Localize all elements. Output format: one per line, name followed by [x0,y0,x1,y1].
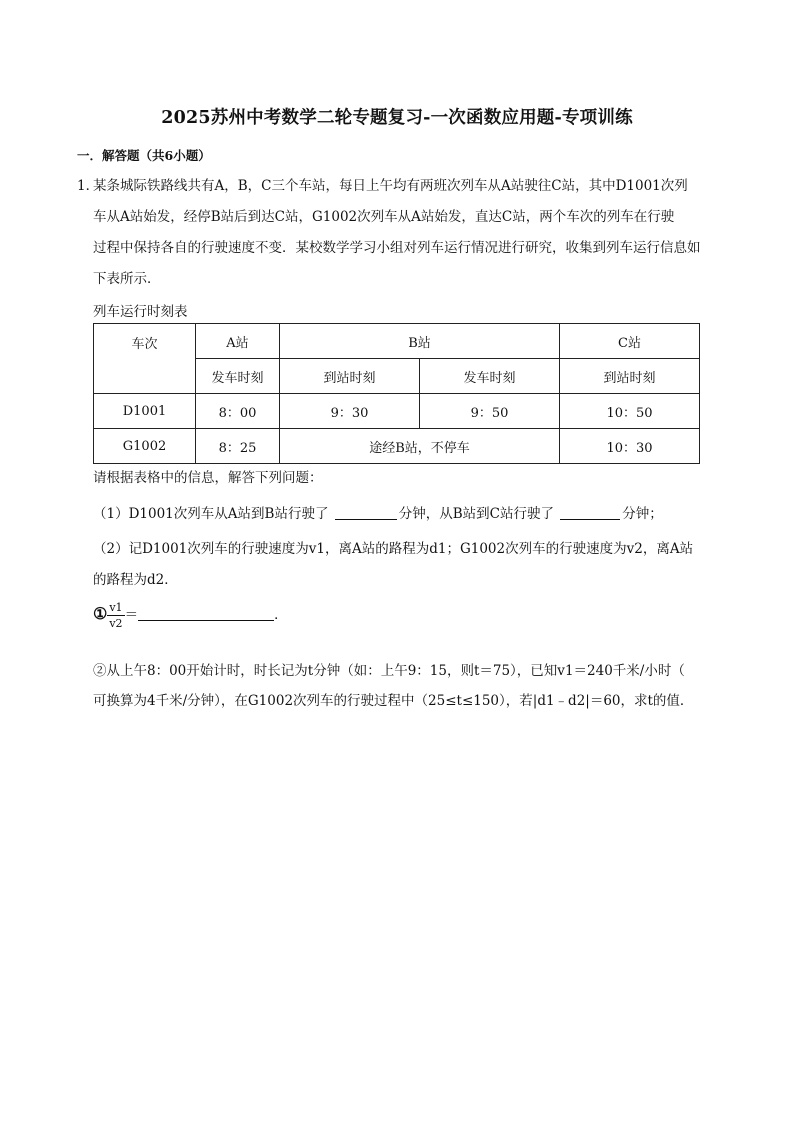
answer-blank-1[interactable] [335,505,397,520]
subquestion-2 [93,534,721,596]
subheader-a-depart: 发车时刻 [196,359,280,394]
cell-b-note: 途经B站，不停车 [280,429,560,464]
part-2 [93,656,723,716]
section-heading: 一．解答题（共6小题） [77,148,211,163]
intro-line-1: 某条城际铁路线共有A，B，C三个车站，每日上午均有两班次列车从A站驶往C站，其中D1001次列 [93,178,688,194]
part2-line-1: ②从上午8：00开始计时，时长记为t分钟（如：上午9：15，则t＝75），已知v1＝240千米/小时（ [93,663,685,679]
part2-line-2: 可换算为4千米/分钟），在G1002次列车的行驶过程中（25≤t≤150），若|d1﹣d2|＝60，求t的值． [93,693,694,709]
table-row [94,394,700,429]
subq2-line-2: 的路程为d2． [93,572,178,588]
fraction-denominator: v2 [109,617,123,630]
cell-train: D1001 [94,394,196,429]
subheader-b-depart: 发车时刻 [420,359,560,394]
part-1 [93,600,288,640]
answer-blank-2[interactable] [560,505,620,520]
intro-line-4: 下表所示． [93,271,161,287]
cell-train: G1002 [94,429,196,464]
circle-one-mark: ① [93,604,108,623]
cell-c-arrive: 10：30 [560,429,700,464]
intro-line-3: 过程中保持各自的行驶速度不变．某校数学学习小组对列车运行情况进行研究，收集到列车运行信息如 [93,240,701,256]
header-station-a: A站 [196,324,280,359]
cell-b-depart: 9：50 [420,394,560,429]
question-number: 1． [77,178,100,194]
cell-b-arrive: 9：30 [280,394,420,429]
subheader-c-arrive: 到站时刻 [560,359,700,394]
intro-line-2: 车从A站始发，经停B站后到达C站，G1002次列车从A站始发，直达C站，两个车次的列车在行驶 [93,209,675,225]
table-row [94,429,700,464]
fraction-numerator: v1 [109,601,123,614]
subq1-text-a: （1）D1001次列车从A站到B站行驶了 [93,506,329,522]
equals-sign: ＝ [124,607,139,623]
timetable [93,323,700,464]
header-train: 车次 [94,324,196,394]
subq2-line-1: （2）记D1001次列车的行驶速度为v1，离A站的路程为d1；G1002次列车的行驶速度为v2，离A站 [93,541,694,557]
table-caption: 列车运行时刻表 [93,304,188,320]
period: ． [274,607,288,623]
subquestion-1 [93,502,663,522]
document-title: 2025苏州中考数学二轮专题复习-一次函数应用题-专项训练 [161,108,633,128]
header-station-c: C站 [560,324,700,359]
cell-a-depart: 8：00 [196,394,280,429]
ratio-fraction [107,600,124,631]
subq1-text-c: 分钟； [622,506,663,522]
answer-blank-3[interactable] [138,606,274,621]
subheader-b-arrive: 到站时刻 [280,359,420,394]
cell-a-depart: 8：25 [196,429,280,464]
question-1-intro [77,171,727,295]
header-station-b: B站 [280,324,560,359]
cell-c-arrive: 10：50 [560,394,700,429]
subq1-text-b: 分钟，从B站到C站行驶了 [398,506,554,522]
instruction-text: 请根据表格中的信息，解答下列问题： [93,470,323,486]
